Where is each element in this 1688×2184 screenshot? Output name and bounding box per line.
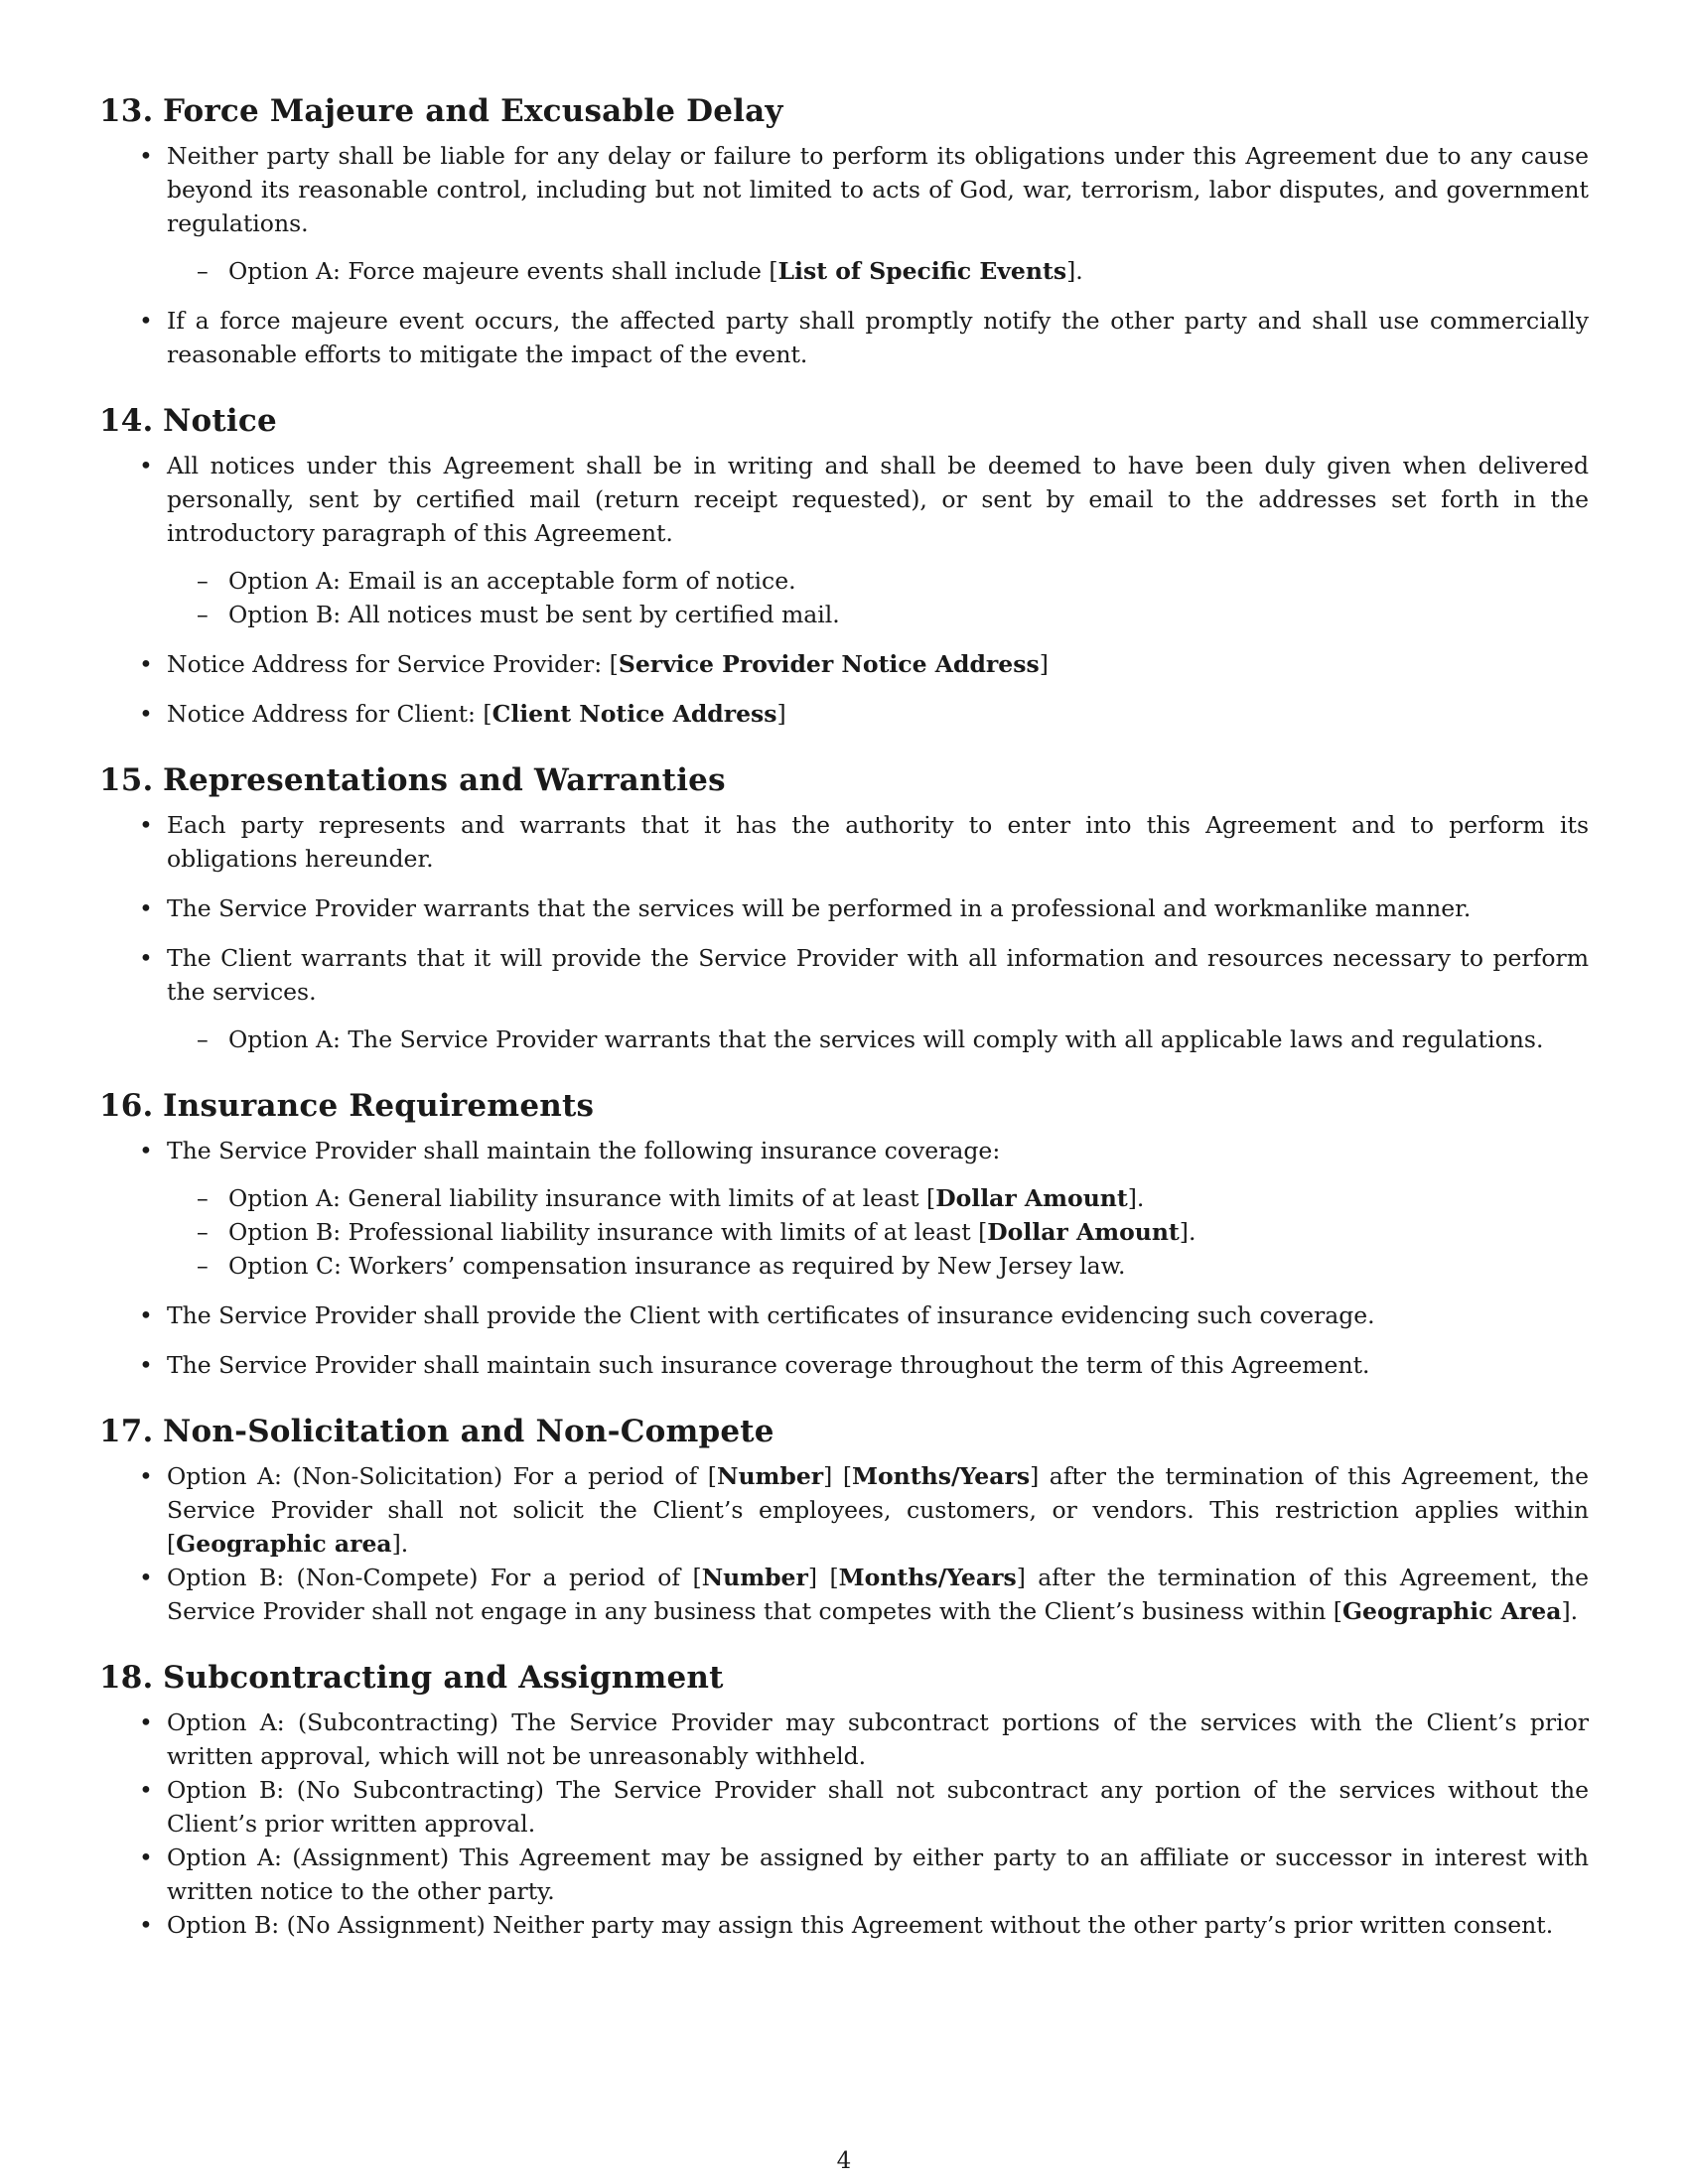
section-13 [99, 91, 1589, 371]
option-item [167, 598, 1589, 631]
item-text: The Service Provider warrants that the services will be performed in a professional and workmanlike manner. [167, 894, 1472, 922]
page-number: 4 [836, 2148, 852, 2174]
placeholder-field: Service Provider Notice Address [618, 650, 1040, 678]
section-heading [99, 91, 1589, 131]
item-text: ] [ [823, 1462, 852, 1490]
option-text: Option C: Workers’ compensation insurance as required by New Jersey law. [228, 1252, 1126, 1280]
section-heading [99, 401, 1589, 441]
list-item [99, 1561, 1589, 1628]
item-text: ] after the termination of this Agreement, the Service Provider shall not solicit the Client’s employees, customers, or vendors. This restriction applies within [ [167, 1462, 1589, 1558]
option-text: ]. [1179, 1218, 1196, 1246]
item-text: If a force majeure event occurs, the affected party shall promptly notify the other party and shall use commercially reasonable efforts to mitigate the impact of the event. [167, 307, 1589, 368]
list-item [99, 891, 1589, 925]
list-item [99, 304, 1589, 371]
section-18 [99, 1658, 1589, 1942]
option-item [167, 564, 1589, 598]
list-item [99, 449, 1589, 631]
section-title: Force Majeure and Excusable Delay [163, 93, 783, 129]
list-item [99, 647, 1589, 681]
section-heading [99, 760, 1589, 800]
item-text: ] after the termination of this Agreement, the Service Provider shall not engage in any business that competes with the Client’s business within [ [167, 1564, 1590, 1625]
section-number: 14. [99, 403, 154, 439]
bullet-list [99, 449, 1589, 731]
item-text: Neither party shall be liable for any delay or failure to perform its obligations under this Agreement due to any cause beyond its reasonable control, including but not limited to acts of God, war, terrorism, labor disputes, and government regulations. [167, 142, 1589, 237]
section-17 [99, 1412, 1589, 1628]
placeholder-field: Dollar Amount [987, 1218, 1180, 1246]
option-item [167, 1181, 1589, 1215]
item-text: Option A: (Subcontracting) The Service Provider may subcontract portions of the services with the Client’s prior written approval, which will not be unreasonably withheld. [167, 1708, 1589, 1770]
list-item [99, 1841, 1589, 1908]
item-text: Option A: (Non-Solicitation) For a period of [ [167, 1462, 717, 1490]
list-item [99, 1908, 1589, 1942]
section-number: 16. [99, 1088, 154, 1124]
item-text: ] [ [807, 1564, 839, 1591]
option-item [167, 1023, 1589, 1056]
item-text: Notice Address for Service Provider: [ [167, 650, 619, 678]
item-text: The Client warrants that it will provide the Service Provider with all information and resources necessary to perform the services. [167, 944, 1589, 1006]
placeholder-field: Client Notice Address [492, 700, 777, 728]
section-16 [99, 1086, 1589, 1382]
list-item [99, 1134, 1589, 1283]
option-text: ]. [1127, 1184, 1145, 1212]
item-text: Option B: (No Subcontracting) The Service Provider shall not subcontract any portion of the services without the Client’s prior written approval. [167, 1776, 1589, 1838]
document-page [99, 91, 1589, 1972]
placeholder-field: Dollar Amount [935, 1184, 1128, 1212]
item-text: The Service Provider shall maintain such insurance coverage throughout the term of this Agreement. [167, 1351, 1370, 1379]
option-text: Option A: Email is an acceptable form of notice. [228, 567, 796, 595]
item-text: All notices under this Agreement shall be in writing and shall be deemed to have been duly given when delivered personally, sent by certified mail (return receipt requested), or sent by email to the addresses set forth in the introductory paragraph of this Agreement. [167, 452, 1589, 547]
list-item [99, 808, 1589, 876]
section-number: 15. [99, 762, 154, 798]
section-title: Non-Solicitation and Non-Compete [163, 1414, 774, 1449]
placeholder-field: Geographic area [176, 1530, 392, 1558]
placeholder-field: List of Specific Events [777, 257, 1067, 285]
section-number: 17. [99, 1414, 154, 1449]
section-number: 18. [99, 1660, 154, 1696]
placeholder-field: Number [701, 1564, 808, 1591]
item-text: ]. [391, 1530, 409, 1558]
item-text: Option B: (Non-Compete) For a period of [ [167, 1564, 702, 1591]
option-list [167, 1181, 1589, 1283]
option-item [167, 254, 1589, 288]
option-list [167, 564, 1589, 631]
list-item [99, 1348, 1589, 1382]
item-text: Each party represents and warrants that it has the authority to enter into this Agreement and to perform its obligations hereunder. [167, 811, 1589, 873]
bullet-list [99, 808, 1589, 1056]
option-text: Option B: All notices must be sent by certified mail. [228, 601, 840, 628]
placeholder-field: Geographic Area [1341, 1597, 1562, 1625]
item-text: The Service Provider shall maintain the following insurance coverage: [167, 1137, 1001, 1164]
bullet-list [99, 1459, 1589, 1628]
option-text: Option B: Professional liability insurance with limits of at least [ [228, 1218, 988, 1246]
option-text: ]. [1066, 257, 1083, 285]
section-15 [99, 760, 1589, 1056]
bullet-list [99, 1134, 1589, 1382]
list-item [99, 697, 1589, 731]
list-item [99, 1706, 1589, 1773]
section-title: Representations and Warranties [163, 762, 726, 798]
list-item [99, 1298, 1589, 1332]
item-text: ]. [1561, 1597, 1579, 1625]
item-text: The Service Provider shall provide the Client with certificates of insurance evidencing such coverage. [167, 1301, 1375, 1329]
section-title: Insurance Requirements [163, 1088, 595, 1124]
list-item [99, 1773, 1589, 1841]
item-text: Notice Address for Client: [ [167, 700, 492, 728]
list-item [99, 1459, 1589, 1561]
placeholder-field: Months/Years [852, 1462, 1031, 1490]
list-item [99, 941, 1589, 1056]
option-text: Option A: Force majeure events shall include [ [228, 257, 778, 285]
item-text: Option A: (Assignment) This Agreement may be assigned by either party to an affiliate or successor in interest with written notice to the other party. [167, 1843, 1589, 1905]
section-heading [99, 1412, 1589, 1451]
option-item [167, 1215, 1589, 1249]
placeholder-field: Months/Years [838, 1564, 1017, 1591]
item-text: ] [1039, 650, 1049, 678]
option-item [167, 1249, 1589, 1283]
option-text: Option A: General liability insurance with limits of at least [ [228, 1184, 936, 1212]
section-14 [99, 401, 1589, 731]
option-list [167, 1023, 1589, 1056]
placeholder-field: Number [716, 1462, 824, 1490]
section-number: 13. [99, 93, 154, 129]
section-heading [99, 1658, 1589, 1698]
list-item [99, 139, 1589, 288]
bullet-list [99, 1706, 1589, 1942]
option-list [167, 254, 1589, 288]
section-title: Subcontracting and Assignment [163, 1660, 724, 1696]
section-heading [99, 1086, 1589, 1126]
item-text: ] [776, 700, 786, 728]
item-text: Option B: (No Assignment) Neither party may assign this Agreement without the other party’s prior written consent. [167, 1911, 1554, 1939]
bullet-list [99, 139, 1589, 371]
option-text: Option A: The Service Provider warrants that the services will comply with all applicable laws and regulations. [228, 1025, 1544, 1053]
section-title: Notice [163, 403, 277, 439]
